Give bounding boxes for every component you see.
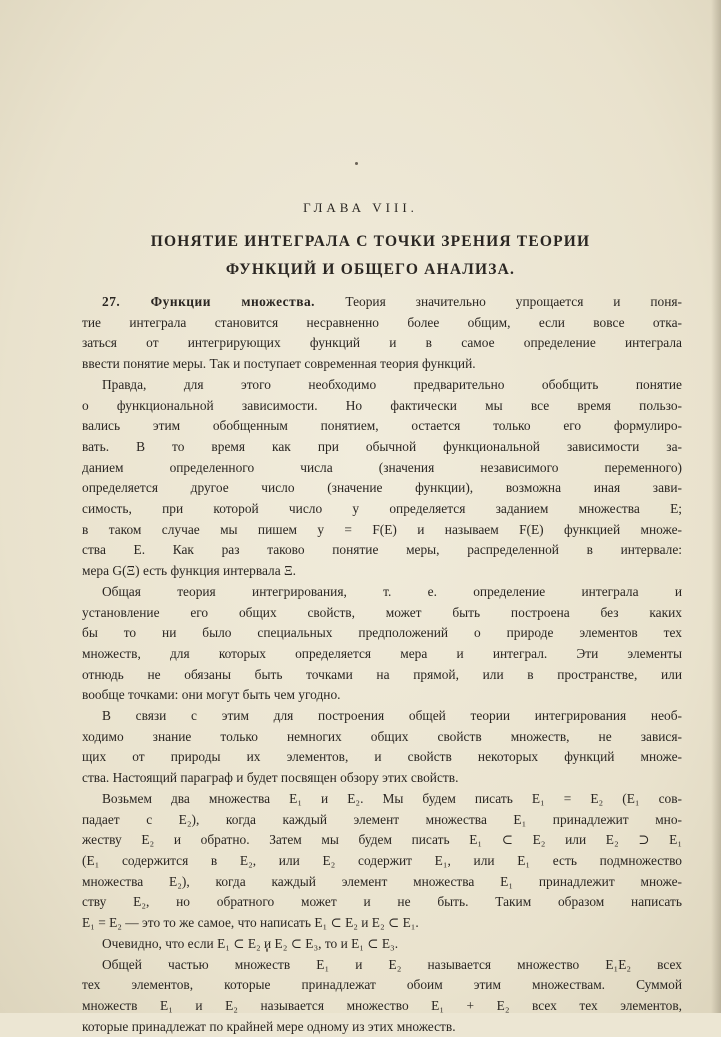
page-fold-shadow: [711, 0, 721, 1013]
line-text: которые принадлежат по крайней мере одному из этих множеств.: [82, 1018, 456, 1034]
text-line: [82, 934, 682, 955]
line-text: данием определенного числа (значения независимого переменного): [82, 459, 682, 475]
text-line: [82, 313, 682, 334]
text-line: [82, 665, 682, 686]
text-line: [82, 706, 682, 727]
line-text: множества E₂), когда каждый элемент множества E₁ принадлежит множе-: [82, 873, 682, 889]
line-text: вообще точками: они могут быть чем угодно.: [82, 687, 341, 703]
text-line: [82, 747, 682, 768]
text-line: [82, 996, 682, 1017]
text-line: [82, 851, 682, 872]
line-text: ству E₂, но обратного может и не быть. Таким образом написать: [82, 894, 682, 910]
text-line: [82, 540, 682, 561]
text-line: [82, 892, 682, 913]
text-line: [82, 975, 682, 996]
line-text: (E₁ содержится в E₂, или E₂ содержит E₁, или E₁ есть подмножество: [82, 852, 682, 868]
text-line: [82, 499, 682, 520]
line-text: множеств, для которых определяется мера и интеграл. Эти элементы: [82, 645, 682, 661]
line-text: бы то ни было специальных предположений о природе элементов тех: [82, 625, 682, 641]
text-line: [82, 520, 682, 541]
line-text: жеству E₂ и обратно. Затем мы будем писать E₁ ⊂ E₂ или E₂ ⊃ E₁: [82, 832, 682, 848]
text-line: [82, 416, 682, 437]
text-line: [82, 727, 682, 748]
line-text: мера G(Ξ) есть функция интервала Ξ.: [82, 563, 296, 579]
body-text: [82, 292, 682, 1037]
chapter-title-line: ПОНЯТИЕ ИНТЕГРАЛА С ТОЧКИ ЗРЕНИЯ ТЕОРИИ: [150, 233, 591, 250]
line-text: Общая теория интегрирования, т. е. определение интеграла и: [102, 583, 682, 599]
text-line: [82, 830, 682, 851]
line-text: ходимо знание только немногих общих свойств множеств, не завися-: [82, 728, 682, 744]
line-text: E₁ = E₂ — это то же самое, что написать E₁ ⊂ E₂ и E₂ ⊂ E₁.: [82, 915, 419, 931]
line-text: множеств E₁ и E₂ называется множество E₁ + E₂ всех тех элементов,: [82, 997, 682, 1013]
line-text: щих от природы их элементов, и свойств некоторых функций множе-: [82, 749, 682, 765]
text-line: [82, 955, 682, 976]
text-line: [82, 437, 682, 458]
text-line: [82, 872, 682, 893]
line-text: Теория значительно упрощается и поня-: [345, 294, 682, 309]
section-heading: 27. Функции множества.: [102, 294, 346, 309]
line-text: В связи с этим для построения общей теории интегрирования необ-: [102, 708, 682, 724]
text-line: [82, 810, 682, 831]
line-text: Очевидно, что если E₁ ⊂ E₂ и E₂ ⊂ E₃, то и E₁ ⊂ E₃.: [102, 935, 399, 951]
line-text: заться от интегрирующих функций и в самое определение интеграла: [82, 335, 682, 351]
chapter-title: [90, 228, 651, 284]
text-line: [82, 396, 682, 417]
text-line: [82, 582, 682, 603]
ink-speck: [355, 162, 358, 165]
text-line: [82, 768, 682, 789]
line-text: установление его общих свойств, может быть построена без каких: [82, 604, 682, 620]
text-line: [82, 789, 682, 810]
text-line: [82, 561, 682, 582]
chapter-title-line: ФУНКЦИЙ И ОБЩЕГО АНАЛИЗА.: [225, 261, 516, 278]
line-text: симость, при которой число y определяется заданием множества E;: [82, 501, 682, 517]
line-text: Возьмем два множества E₁ и E₂. Мы будем писать E₁ = E₂ (E₁ сов-: [102, 790, 682, 806]
line-text: о функциональной зависимости. Но фактически мы все время пользо-: [82, 397, 682, 413]
line-text: вались этим обобщенным понятием, остается только его формулиро-: [82, 418, 682, 434]
text-line: [82, 375, 682, 396]
chapter-label: ГЛАВА VIII.: [303, 200, 418, 215]
text-line: [82, 603, 682, 624]
text-line: [82, 478, 682, 499]
text-line: [82, 623, 682, 644]
line-text: ства E. Как раз таково понятие меры, распределенной в интервале:: [82, 542, 682, 558]
line-text: вать. В то время как при обычной функциональной зависимости за-: [82, 438, 682, 454]
line-text: Общей частью множеств E₁ и E₂ называется множество E₁E₂ всех: [102, 956, 682, 972]
line-text: тие интеграла становится несравненно более общим, если вовсе отка-: [82, 314, 682, 330]
text-line: [82, 1017, 682, 1037]
line-text: падает с E₂), когда каждый элемент множества E₁ принадлежит мно-: [82, 811, 682, 827]
line-text: определяется другое число (значение функции), возможна иная зави-: [82, 480, 682, 496]
line-text: ства. Настоящий параграф и будет посвящен обзору этих свойств.: [82, 770, 459, 786]
text-line: [82, 458, 682, 479]
line-text: ввести понятие меры. Так и поступает современная теория функций.: [82, 356, 476, 372]
line-text: Правда, для этого необходимо предварительно обобщить понятие: [102, 376, 682, 392]
text-line: [82, 913, 682, 934]
line-text: тех элементов, которые принадлежат обоим этим множествам. Суммой: [82, 977, 682, 993]
line-text: в таком случае мы пишем y = F(E) и называем F(E) функцией множе-: [82, 521, 682, 537]
text-line: [82, 685, 682, 706]
text-line: [82, 333, 682, 354]
line-text: отнюдь не обязаны быть точками на прямой, или в пространстве, или: [82, 666, 682, 682]
text-line: [82, 292, 682, 313]
text-line: [82, 354, 682, 375]
text-line: [82, 644, 682, 665]
